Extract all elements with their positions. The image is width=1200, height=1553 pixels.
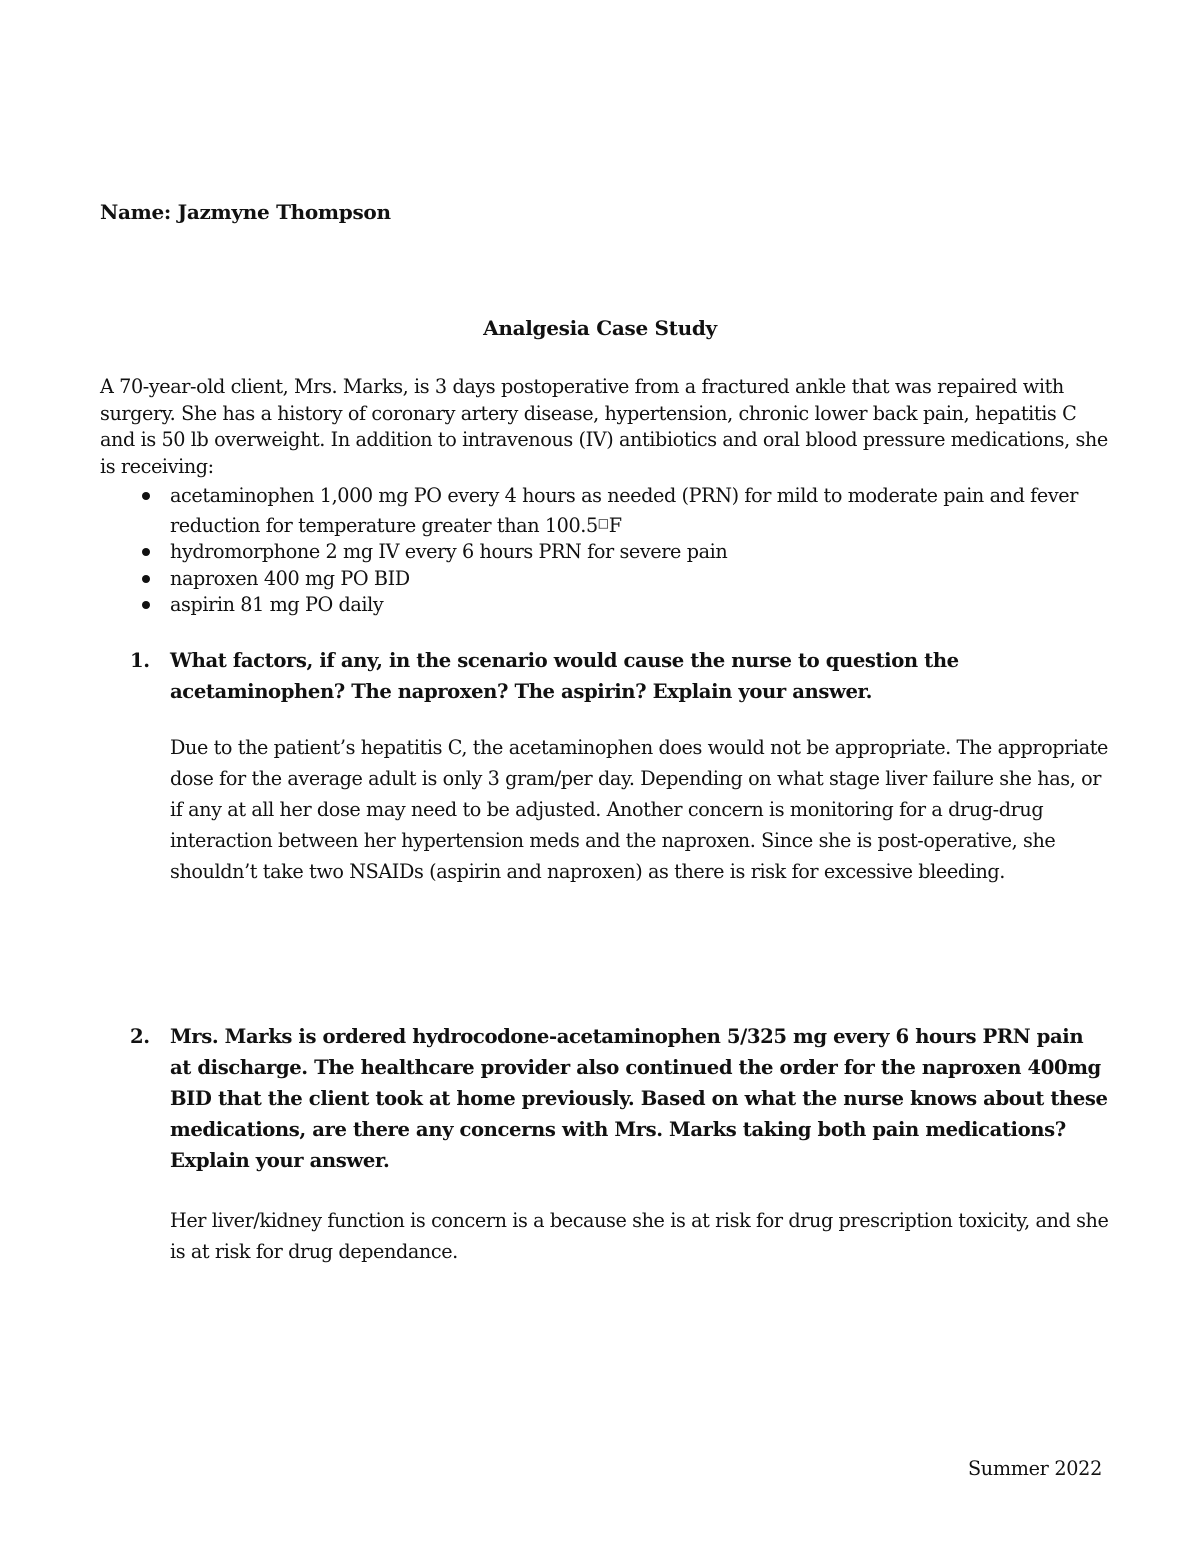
student-name: Name: Jazmyne Thompson bbox=[100, 200, 391, 224]
question-2 bbox=[100, 1021, 1110, 1176]
medication-item bbox=[100, 539, 1110, 566]
answer-1: Due to the patient’s hepatitis C, the acetaminophen does would not be appropriate. The appropriate dose for the average adult is only 3 gram/per day. Depending on what stage liver failure she has, or if any at all her dose may need to be adjusted. Another concern is monitoring for a drug-drug interaction between her hypertension meds and the naproxen. Since she is post-operative, she shouldn’t take two NSAIDs (aspirin and naproxen) as there is risk for excessive bleeding. bbox=[170, 736, 1108, 883]
bullet-icon bbox=[142, 575, 150, 583]
medication-text: aspirin 81 mg PO daily bbox=[170, 593, 384, 616]
question-text: What factors, if any, in the scenario would cause the nurse to question the acetaminophen? The naproxen? The aspirin? Explain your answer. bbox=[170, 649, 959, 703]
medication-text: acetaminophen 1,000 mg PO every 4 hours as needed (PRN) for mild to moderate pain and fever reduction for temperature greater than 100.5 bbox=[170, 484, 1078, 537]
medication-text: hydromorphone 2 mg IV every 6 hours PRN for severe pain bbox=[170, 540, 728, 563]
question-1 bbox=[100, 645, 1110, 707]
medication-text: naproxen 400 mg PO BID bbox=[170, 566, 410, 590]
bullet-icon bbox=[142, 601, 150, 609]
answer-2: Her liver/kidney function is concern is a because she is at risk for drug prescription toxicity, and she is at risk for drug dependance. bbox=[170, 1209, 1109, 1263]
question-number: 1. bbox=[130, 649, 150, 672]
question-number: 2. bbox=[130, 1025, 150, 1048]
medication-item bbox=[100, 483, 1110, 539]
document-title: Analgesia Case Study bbox=[483, 316, 717, 340]
medication-item bbox=[100, 566, 1110, 593]
bullet-icon bbox=[142, 548, 150, 556]
medication-item bbox=[100, 592, 1110, 619]
degree-symbol-icon: □ bbox=[597, 515, 609, 530]
question-text: Mrs. Marks is ordered hydrocodone-acetaminophen 5/325 mg every 6 hours PRN pain at discharge. The healthcare provider also continued the order for the naproxen 400mg BID that the client took at home previously. Based on what the nurse knows about these medications, are there any concerns with Mrs. Marks taking both pain medications? Explain your answer. bbox=[170, 1025, 1108, 1172]
footer-term: Summer 2022 bbox=[967, 1457, 1102, 1480]
case-scenario: A 70-year-old client, Mrs. Marks, is 3 days postoperative from a fractured ankle that was repaired with surgery. She has a history of coronary artery disease, hypertension, chronic lower back pain, hepatitis C and is 50 lb overweight. In addition to intravenous (IV) antibiotics and oral blood pressure medications, she is receiving: bbox=[100, 375, 1108, 478]
bullet-icon bbox=[142, 492, 150, 500]
medication-list bbox=[100, 483, 1110, 619]
medication-unit: F bbox=[608, 513, 622, 537]
